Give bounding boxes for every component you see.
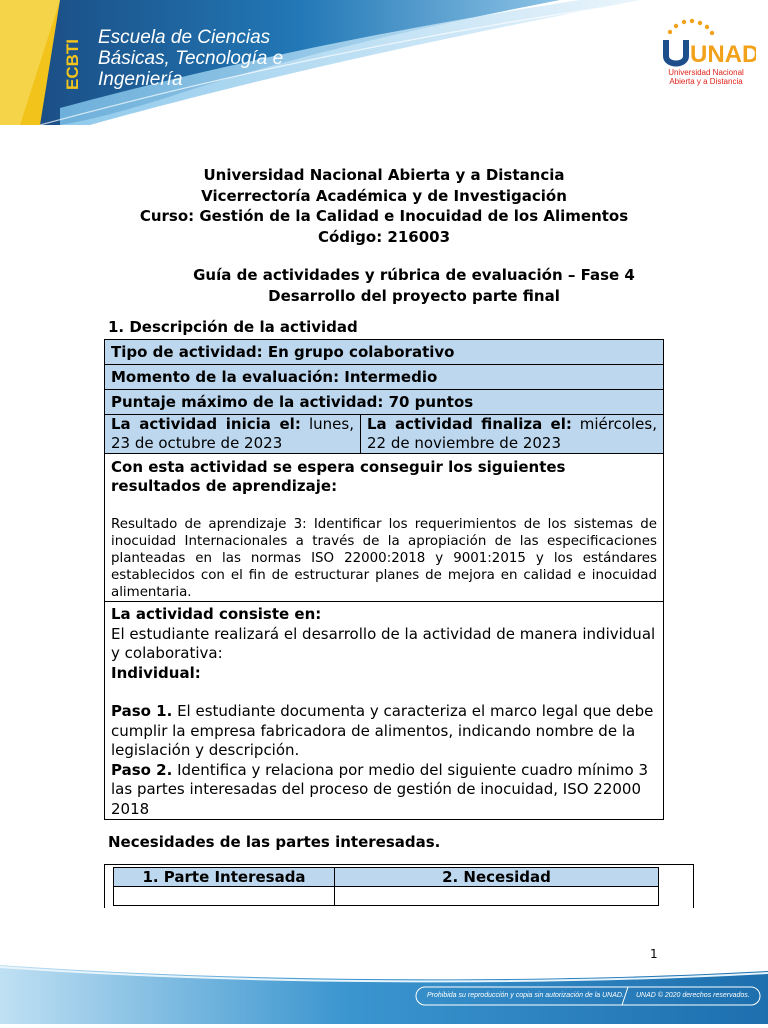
table-cell[interactable] [335, 887, 659, 906]
guide-subtitle: Desarrollo del proyecto parte final [268, 286, 560, 305]
needs-title: Necesidades de las partes interesadas. [108, 833, 441, 851]
school-name: Escuela de Ciencias Básicas, Tecnología e Ingeniería [98, 27, 284, 90]
learning-outcomes-cell [105, 454, 664, 602]
end-date-cell: La actividad finaliza el: miércoles, 22 de noviembre de 2023 [361, 415, 664, 454]
svg-text:UNAD: UNAD [690, 41, 756, 68]
learning-outcomes-heading: Con esta actividad se espera conseguir los siguientes resultados de aprendizaje: [111, 458, 566, 495]
course-name: Curso: Gestión de la Calidad e Inocuidad de los Alimentos [139, 207, 629, 225]
unad-subtitle: Universidad Nacional Abierta y a Distancia [668, 68, 744, 86]
table-cell[interactable] [114, 887, 335, 906]
page-header [0, 0, 768, 125]
page-number: 1 [650, 947, 658, 961]
max-score: Puntaje máximo de la actividad: 70 puntos [105, 390, 664, 415]
ecbti-vertical-label [62, 22, 84, 92]
guide-title: Guía de actividades y rúbrica de evaluación – Fase 4 [193, 266, 635, 284]
section-heading: 1. Descripción de la actividad [108, 318, 358, 336]
vicerrectoria: Vicerrectoría Académica y de Investigación [201, 186, 567, 205]
step-2: Paso 2. Identifica y relaciona por medio del siguiente cuadro mínimo 3 las partes interesadas del proceso de gestión de inocuidad, ISO 22000 2018 [111, 760, 648, 818]
column-header-necesidad: 2. Necesidad [335, 868, 659, 887]
footer-copyright: UNAD © 2020 derechos reservados. [636, 992, 750, 999]
university-name: Universidad Nacional Abierta y a Distancia [203, 166, 565, 184]
start-date-cell: La actividad inicia el: lunes, 23 de octubre de 2023 [105, 415, 361, 454]
step-1: Paso 1. El estudiante documenta y caracteriza el marco legal que debe cumplir la empresa fabricadora de alimentos, indicando nombre de la legislación y descripción. [111, 702, 654, 759]
activity-table [104, 339, 664, 820]
individual-label: Individual: [111, 663, 201, 682]
course-code: Código: 216003 [317, 227, 451, 246]
document-title-block [0, 165, 768, 247]
needs-table [113, 867, 659, 906]
needs-table-frame [104, 864, 694, 908]
activity-type: Tipo de actividad: En grupo colaborativo [105, 340, 664, 365]
table-row [114, 887, 659, 906]
activity-consists-heading: La actividad consiste en: [111, 605, 322, 623]
activity-description-cell [105, 602, 664, 820]
svg-text:ECBTI: ECBTI [63, 39, 82, 90]
learning-outcome-3: Resultado de aprendizaje 3: Identificar los requerimientos de los sistemas de inocuidad Internacionales a través de la apropiación de las especificaciones planteadas en las normas ISO 22000:2018 y 9001:2015 y los estándares establecidos con el fin de estructurar planes de mejora en calidad e inocuidad alimentaria. [111, 517, 657, 600]
unad-logo [656, 18, 756, 98]
guide-title-block [30, 265, 768, 306]
evaluation-moment: Momento de la evaluación: Intermedio [105, 365, 664, 390]
column-header-parte-interesada: 1. Parte Interesada [114, 868, 335, 887]
activity-consists-text: El estudiante realizará el desarrollo de la actividad de manera individual y colaborativa: [111, 624, 656, 662]
footer-copy-notice: Prohibida su reproducción y copia sin autorización de la UNAD. [427, 992, 624, 999]
